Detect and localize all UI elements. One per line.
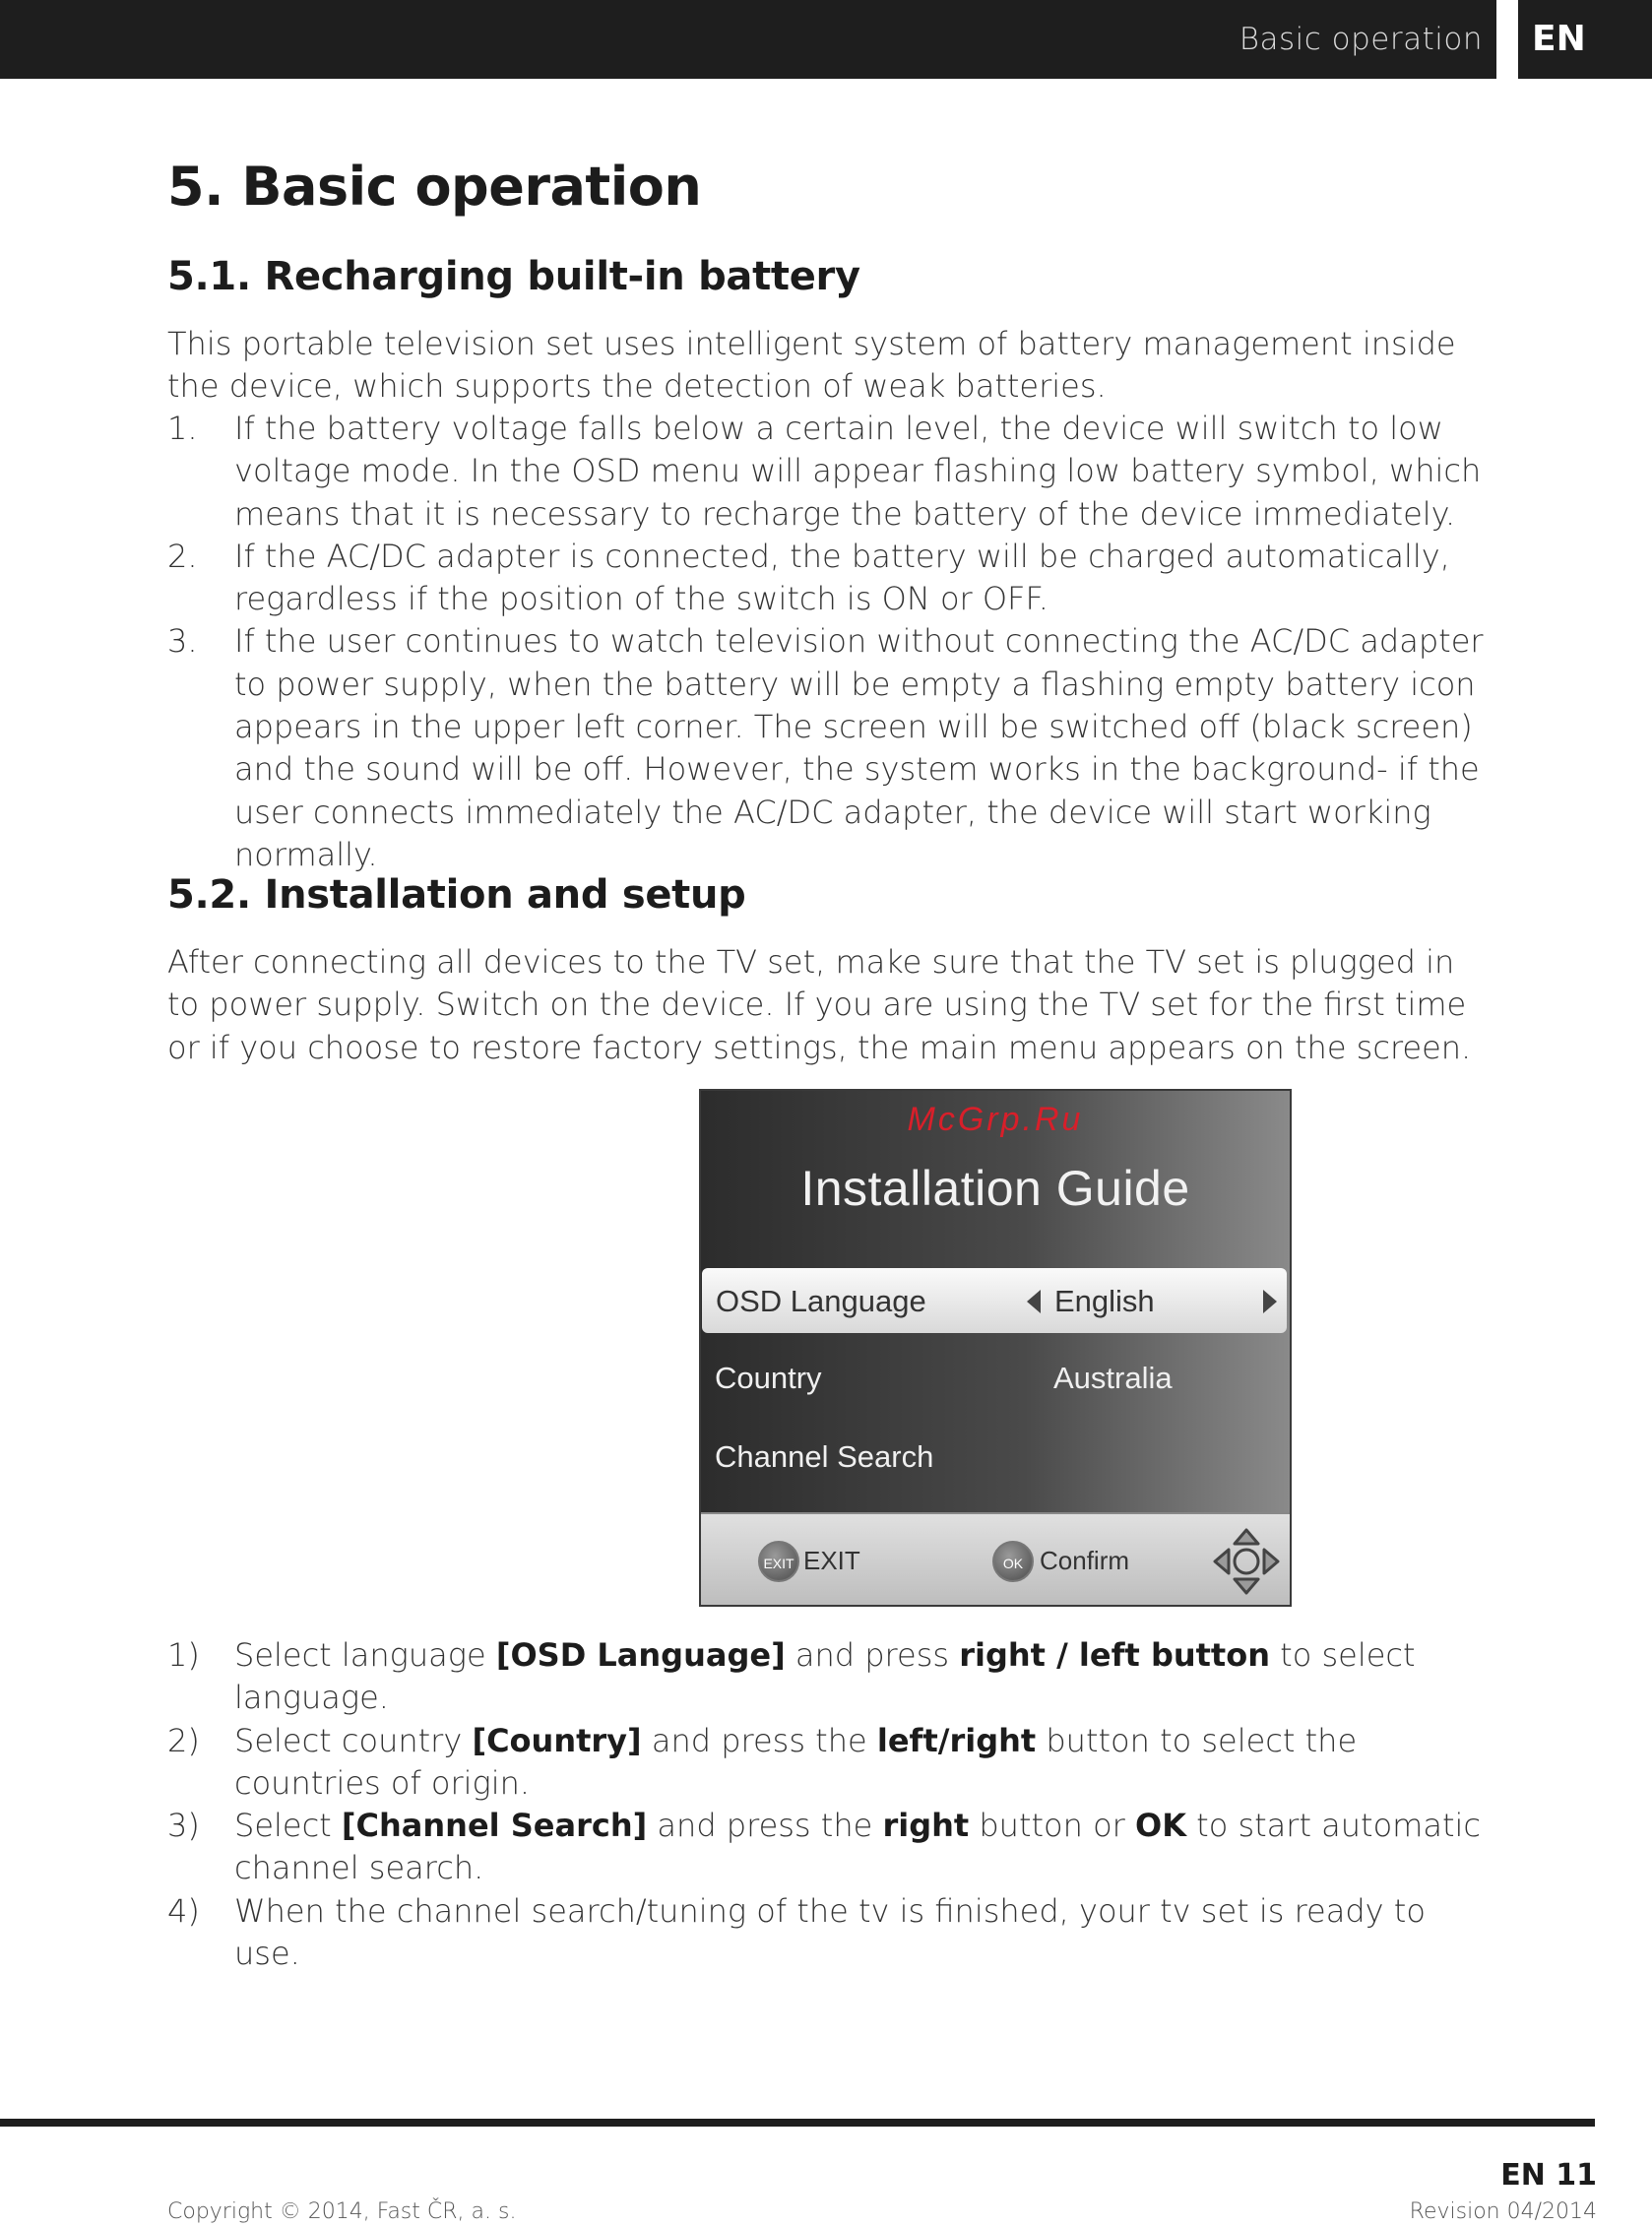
list-item bbox=[167, 1805, 1487, 1890]
list-item bbox=[167, 1634, 1487, 1720]
list-item bbox=[167, 620, 1487, 876]
exit-label: EXIT bbox=[803, 1546, 860, 1575]
osd-row-label: Channel Search bbox=[715, 1439, 934, 1474]
arrow-right-icon bbox=[1263, 1290, 1277, 1313]
step-text: button to select the countries of origin. bbox=[234, 1721, 1358, 1802]
page-title: 5. Basic operation bbox=[167, 156, 702, 218]
step-bold: [Country] bbox=[472, 1721, 642, 1759]
section-heading-5-1: 5.1. Recharging built-in battery bbox=[167, 254, 860, 299]
list-number: 2. bbox=[167, 537, 198, 575]
osd-row-value: Australia bbox=[1053, 1361, 1173, 1395]
osd-row-language bbox=[702, 1268, 1287, 1333]
step-text: Select language bbox=[234, 1636, 496, 1674]
list-item bbox=[167, 1720, 1487, 1806]
footer-rule bbox=[0, 2119, 1595, 2127]
list-item bbox=[167, 1890, 1487, 1976]
list-item bbox=[167, 408, 1487, 536]
step-text: When the channel search/tuning of the tv is finished, your tv set is ready to use. bbox=[234, 1891, 1426, 1973]
step-bold: left/right bbox=[876, 1721, 1037, 1759]
list-number: 2) bbox=[167, 1721, 200, 1759]
step-bold: right / left button bbox=[959, 1636, 1270, 1674]
osd-row-label: OSD Language bbox=[716, 1284, 926, 1318]
paragraph-battery-intro: This portable television set uses intelligent system of battery management inside the device, which supports the detection of weak batteries. bbox=[167, 325, 1456, 406]
paragraph-setup-intro: After connecting all devices to the TV set, make sure that the TV set is plugged in to power supply. Switch on the device. If you are using the TV set for the first time or if you choose to restore factory settings, the main menu appears on the screen. bbox=[167, 943, 1472, 1066]
copyright: Copyright © 2014, Fast ČR, a. s. bbox=[167, 2199, 517, 2224]
step-bold: [OSD Language] bbox=[495, 1636, 786, 1674]
section-heading-5-2: 5.2. Installation and setup bbox=[167, 872, 746, 918]
step-bold: [Channel Search] bbox=[341, 1807, 648, 1845]
list-item bbox=[167, 536, 1487, 621]
installation-guide-screenshot bbox=[699, 1089, 1292, 1607]
exit-button-icon: EXIT bbox=[758, 1541, 799, 1582]
step-text: to start automatic channel search. bbox=[234, 1807, 1481, 1887]
list-text: If the AC/DC adapter is connected, the battery will be charged automatically, regardless if the position of the switch is ON or OFF. bbox=[234, 537, 1450, 618]
step-text: to select language. bbox=[234, 1636, 1416, 1717]
step-text: and press the bbox=[641, 1721, 877, 1759]
battery-list bbox=[167, 408, 1487, 876]
setup-steps-list bbox=[167, 1634, 1487, 1975]
watermark: McGrp.Ru bbox=[907, 1101, 1084, 1138]
step-text: Select country bbox=[234, 1721, 473, 1759]
step-text: button or bbox=[969, 1807, 1135, 1845]
list-number: 4) bbox=[167, 1891, 200, 1930]
ok-button-icon: OK bbox=[992, 1541, 1034, 1582]
step-bold: OK bbox=[1134, 1807, 1186, 1845]
header-bar bbox=[0, 0, 1496, 79]
step-text: and press the bbox=[647, 1807, 883, 1845]
step-text: and press bbox=[785, 1636, 960, 1674]
step-text: Select bbox=[234, 1807, 342, 1845]
osd-row-country bbox=[701, 1345, 1290, 1410]
osd-row-channel-search bbox=[701, 1424, 1290, 1489]
language-code: EN bbox=[1532, 19, 1586, 59]
list-number: 1) bbox=[167, 1636, 200, 1674]
arrow-left-icon bbox=[1027, 1290, 1041, 1313]
confirm-label: Confirm bbox=[1040, 1546, 1130, 1575]
list-number: 3) bbox=[167, 1807, 200, 1845]
list-text: If the user continues to watch television without connecting the AC/DC adapter to power supply, when the battery will be empty a flashing empty battery icon appears in the upper left corner. The screen will be switched off (black screen) and the sound will be off. However, the system works in the background- if the user connects immediately the AC/DC adapter, the device will start working normally. bbox=[234, 622, 1484, 873]
language-tab bbox=[1518, 0, 1652, 79]
list-number: 3. bbox=[167, 622, 198, 661]
revision: Revision 04/2014 bbox=[1409, 2199, 1597, 2224]
osd-footer bbox=[701, 1512, 1290, 1607]
list-text: If the battery voltage falls below a certain level, the device will switch to low voltage mode. In the OSD menu will appear flashing low battery symbol, which means that it is necessary to recharge the battery of the device immediately. bbox=[234, 410, 1482, 533]
page-number: EN 11 bbox=[1500, 2158, 1597, 2193]
osd-row-value: English bbox=[1054, 1284, 1155, 1318]
osd-row-label: Country bbox=[715, 1361, 822, 1395]
section-title: Basic operation bbox=[1239, 22, 1483, 57]
list-number: 1. bbox=[167, 410, 198, 447]
step-bold: right bbox=[882, 1807, 970, 1845]
osd-title: Installation Guide bbox=[800, 1161, 1190, 1216]
navigation-pad-icon bbox=[1211, 1526, 1282, 1597]
